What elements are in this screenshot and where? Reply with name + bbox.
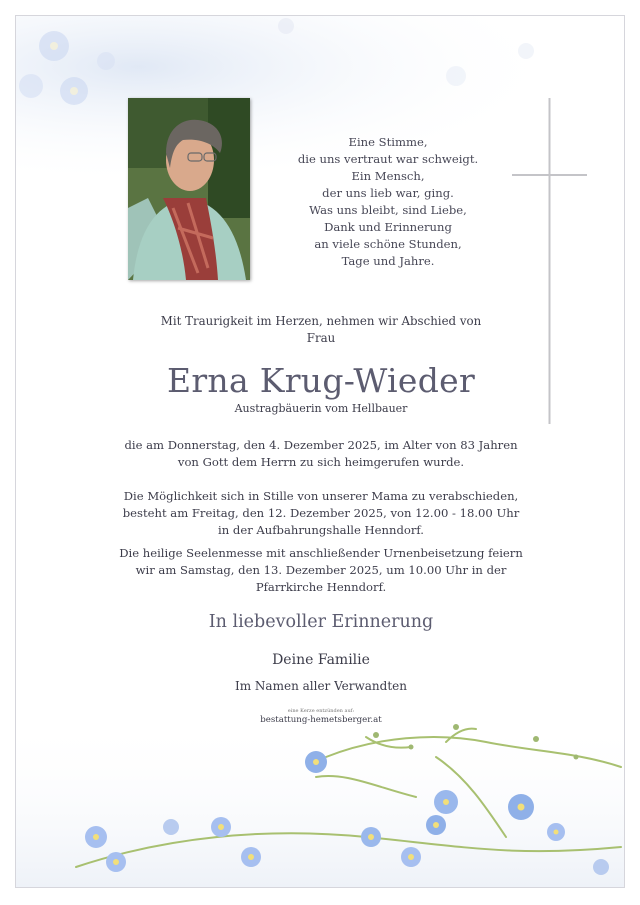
salutation: Frau xyxy=(306,331,336,345)
death-notice-line: die am Donnerstag, den 4. Dezember 2025, im Alter von 83 Jahren xyxy=(124,438,518,452)
poem-line: Tage und Jahre. xyxy=(341,254,435,268)
forget-me-not-bottom-decoration xyxy=(16,717,625,887)
parte-card xyxy=(15,15,625,888)
family-signature: Deine Familie xyxy=(272,652,370,668)
mass-line: Pfarrkirche Henndorf. xyxy=(255,580,387,594)
website-link[interactable]: bestattung-hemetsberger.at xyxy=(260,715,382,725)
death-notice xyxy=(116,437,526,471)
death-notice-line: von Gott dem Herrn zu sich heimgerufen wurde. xyxy=(177,455,465,469)
poem-line: Dank und Erinnerung xyxy=(324,220,452,234)
mass-line: Die heilige Seelenmesse mit anschließender Urnenbeisetzung feiern xyxy=(119,546,523,560)
deceased-title: Austragbäuerin vom Hellbauer xyxy=(234,402,408,415)
poem-line: an viele schöne Stunden, xyxy=(314,237,462,251)
mass-info xyxy=(116,545,526,596)
poem-line: der uns lieb war, ging. xyxy=(322,186,454,200)
candle-note: eine Kerze entzünden auf: xyxy=(287,708,355,714)
farewell-info xyxy=(116,488,526,539)
farewell-line: Die Möglichkeit sich in Stille von unserer Mama zu verabschieden, xyxy=(123,489,519,503)
farewell-line: in der Aufbahrungshalle Henndorf. xyxy=(218,523,424,537)
deceased-portrait-photo xyxy=(128,98,250,280)
poem-line: Eine Stimme, xyxy=(348,135,428,149)
deceased-name: Erna Krug-Wieder xyxy=(166,361,476,400)
poem-line: Ein Mensch, xyxy=(351,169,425,183)
mass-line: wir am Samstag, den 13. Dezember 2025, um 10.00 Uhr in der xyxy=(135,563,507,577)
poem-line: Was uns bleibt, sind Liebe, xyxy=(309,203,467,217)
memorial-poem xyxy=(284,134,492,270)
poem-line: die uns vertraut war schweigt. xyxy=(297,152,479,166)
relatives-note: Im Namen aller Verwandten xyxy=(235,679,407,693)
memorial-heading: In liebevoller Erinnerung xyxy=(208,612,434,632)
farewell-line: besteht am Freitag, den 12. Dezember 2025, von 12.00 - 18.00 Uhr xyxy=(122,506,520,520)
intro-line: Mit Traurigkeit im Herzen, nehmen wir Abschied von xyxy=(160,314,482,328)
